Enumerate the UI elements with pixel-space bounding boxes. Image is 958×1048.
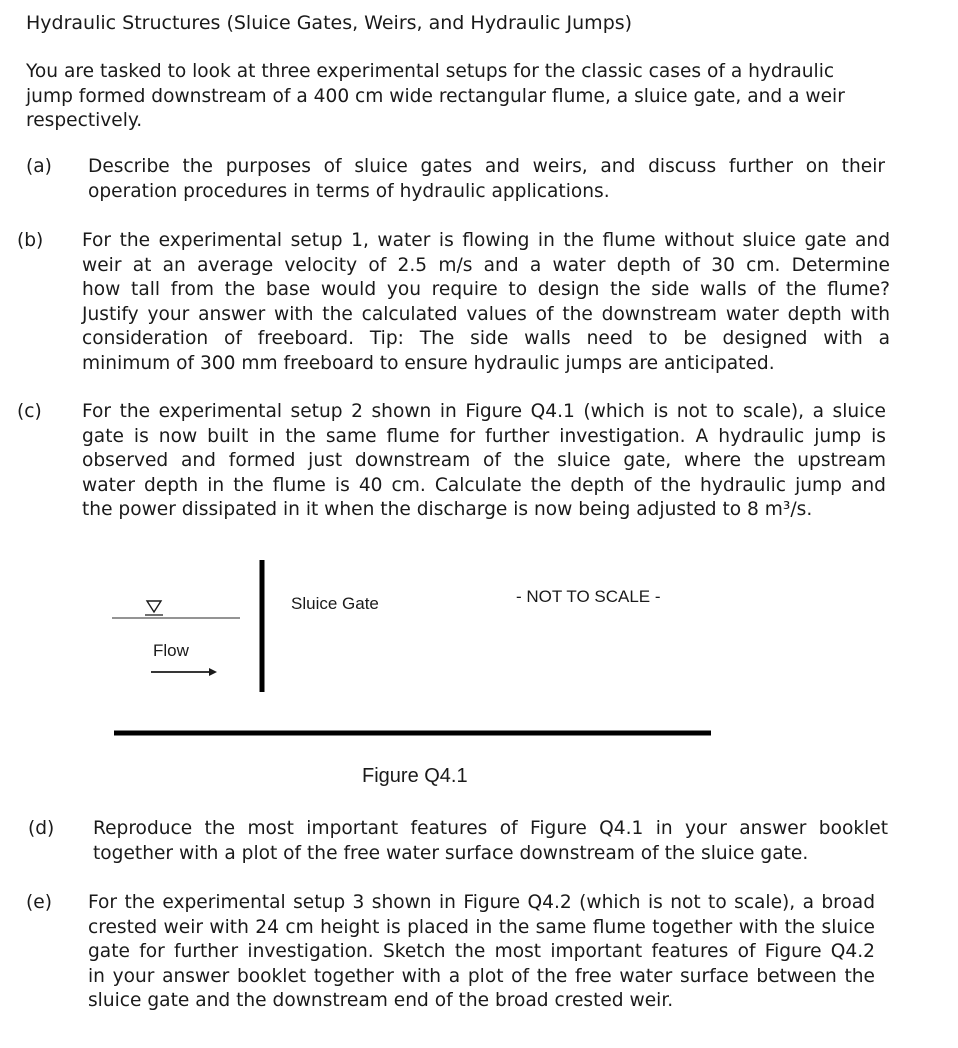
part-b-line: weir at an average velocity of 2.5 m/s and a water depth of 30 cm. Determine <box>82 254 890 276</box>
water-surface-symbol <box>145 601 163 615</box>
intro-line: jump formed downstream of a 400 cm wide rectangular flume, a sluice gate, and a weir <box>26 85 845 107</box>
part-b-line: minimum of 300 mm freeboard to ensure hydraulic jumps are anticipated. <box>82 352 775 374</box>
part-c-line: the power dissipated in it when the discharge is now being adjusted to 8 m³/s. <box>82 499 813 520</box>
part-d-line: together with a plot of the free water surface downstream of the sluice gate. <box>93 842 809 864</box>
part-e-line: crested weir with 24 cm height is placed in the same flume together with the sluice <box>88 916 875 938</box>
part-e-line: For the experimental setup 3 shown in Figure Q4.2 (which is not to scale), a broad <box>88 892 875 913</box>
flow-label: Flow <box>153 641 189 660</box>
part-b-line: For the experimental setup 1, water is flowing in the flume without sluice gate and <box>82 230 890 251</box>
part-d-line: Reproduce the most important features of Figure Q4.1 in your answer booklet <box>93 818 888 839</box>
not-to-scale-note: - NOT TO SCALE - <box>516 587 661 606</box>
intro-line: You are tasked to look at three experimental setups for the classic cases of a hydraulic <box>26 61 835 82</box>
part-e-text <box>88 891 875 1014</box>
part-a-line: Describe the purposes of sluice gates and weirs, and discuss further on their <box>88 156 885 177</box>
part-d-text <box>93 817 888 866</box>
part-e-line: gate for further investigation. Sketch the most important features of Figure Q4.2 <box>88 941 875 962</box>
part-b-label: (b) <box>17 230 44 251</box>
page-title: Hydraulic Structures (Sluice Gates, Weirs, and Hydraulic Jumps) <box>26 12 633 34</box>
part-b-line: how tall from the base would you require to design the side walls of the flume? <box>82 279 890 300</box>
part-c-line: For the experimental setup 2 shown in Figure Q4.1 (which is not to scale), a sluice <box>82 401 886 422</box>
part-b-line: Justify your answer with the calculated values of the downstream water depth with <box>82 303 890 325</box>
flow-arrow <box>151 668 217 676</box>
intro-line: respectively. <box>26 110 143 131</box>
part-a-line: operation procedures in terms of hydraulic applications. <box>88 180 610 202</box>
part-c-line: gate is now built in the same flume for further investigation. A hydraulic jump is <box>82 425 886 447</box>
figure-caption: Figure Q4.1 <box>362 765 468 787</box>
part-e-label: (e) <box>26 892 52 913</box>
part-c-label: (c) <box>17 401 42 422</box>
part-a-label: (a) <box>26 156 52 177</box>
part-c-line: observed and formed just downstream of the sluice gate, where the upstream <box>82 450 886 471</box>
part-c-line: water depth in the flume is 40 cm. Calculate the depth of the hydraulic jump and <box>82 474 886 496</box>
part-e-line: sluice gate and the downstream end of the broad crested weir. <box>88 990 674 1011</box>
part-e-line: in your answer booklet together with a plot of the free water surface between the <box>88 965 875 987</box>
part-d-label: (d) <box>28 818 55 839</box>
sluice-gate-label: Sluice Gate <box>291 594 379 613</box>
part-b-line: consideration of freeboard. Tip: The side walls need to be designed with a <box>82 328 890 349</box>
